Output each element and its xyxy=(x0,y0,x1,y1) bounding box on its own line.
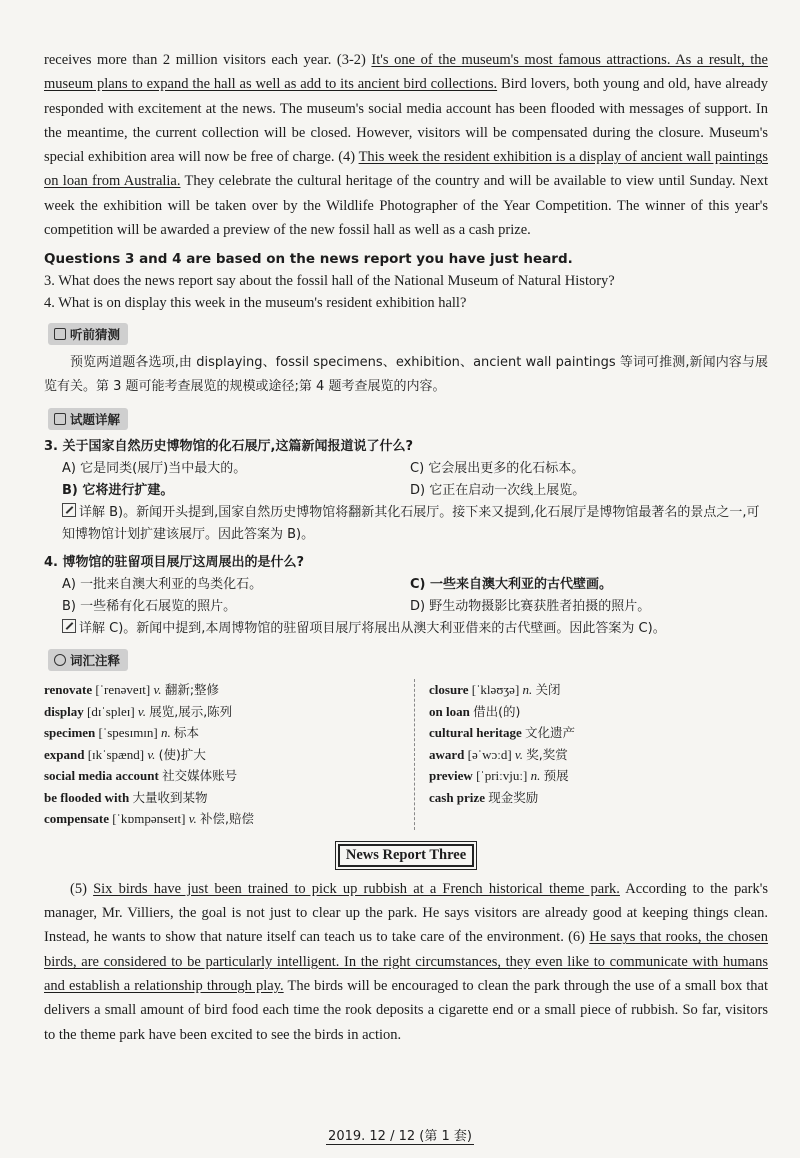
question-title: 4. 博物馆的驻留项目展厅这周展出的是什么? xyxy=(44,555,305,571)
vocab-phonetic: [ˈkɒmpənseɪt] xyxy=(112,811,186,827)
option-b: B) 一些稀有化石展览的照片。 xyxy=(62,599,237,615)
vocab-right-column xyxy=(414,679,768,830)
vocab-word: social media account xyxy=(44,768,159,784)
clock-icon xyxy=(54,654,66,666)
option-d: D) 野生动物摄影比赛获胜者拍摄的照片。 xyxy=(410,599,651,615)
vocab-meaning: 标本 xyxy=(174,725,200,741)
tag-label: 词汇注释 xyxy=(70,653,121,669)
passage-text: The birds will be encouraged to clean the park through the use of a small box that delivers a small amount of bird food each time the rook deposits a cigarette end or a small piece of rubbish. So far, visitors to the theme park have been excited to see the birds in action. xyxy=(44,978,769,1043)
vocab-word: renovate xyxy=(44,682,93,698)
vocab-word: specimen xyxy=(44,725,96,741)
vocab-entry xyxy=(44,679,404,701)
vocab-word: award xyxy=(429,746,465,762)
document-icon xyxy=(54,413,66,425)
vocab-entry xyxy=(44,744,404,766)
vocab-phonetic: [ˈpriːvjuː] xyxy=(476,768,528,784)
explanation xyxy=(44,618,768,640)
vocab-entry xyxy=(429,765,768,787)
vocab-word: cultural heritage xyxy=(429,725,522,741)
vocab-word: preview xyxy=(429,768,473,784)
question-title: 3. 关于国家自然历史博物馆的化石展厅,这篇新闻报道说了什么? xyxy=(44,439,413,455)
vocab-phonetic: [ˈrenəveɪt] xyxy=(95,682,151,698)
question-4: 4. What is on display this week in the museum's resident exhibition hall? xyxy=(44,295,467,312)
vocab-meaning: 翻新;整修 xyxy=(164,682,220,698)
vocab-pos: v. xyxy=(153,682,162,698)
vocab-meaning: 现金奖励 xyxy=(488,789,539,805)
vocab-word: display xyxy=(44,703,84,719)
page-content xyxy=(44,48,768,1047)
vocab-entry xyxy=(44,765,404,787)
explanation-text: 详解 B)。新闻开头提到,国家自然历史博物馆将翻新其化石展厅。接下来又提到,化石展厅是博物馆最著名的景点之一,可知博物馆计划扩建该展厅。因此答案为 B)。 xyxy=(62,505,760,543)
explanation-text: 详解 C)。新闻中提到,本周博物馆的驻留项目展厅将展出从澳大利亚借来的古代壁画。因此答案为 C)。 xyxy=(79,621,666,637)
passage-text: receives more than 2 million visitors each year. (3-2) xyxy=(44,52,372,68)
footer-text: 2019. 12 / 12 (第 1 套) xyxy=(328,1129,472,1144)
vocab-pos: n. xyxy=(522,682,533,698)
vocab-entry xyxy=(44,722,404,744)
vocab-phonetic: [əˈwɔːd] xyxy=(467,746,512,762)
vocab-list xyxy=(44,679,768,830)
report-three-passage xyxy=(44,877,768,1047)
option-d: D) 它正在启动一次线上展览。 xyxy=(410,483,586,499)
vocab-meaning: 关闭 xyxy=(535,682,561,698)
vocab-meaning: 社交媒体账号 xyxy=(162,768,238,784)
vocab-word: compensate xyxy=(44,811,109,827)
underlined-sentence: This week the resident exhibition is a display of ancient wall paintings on loan from Australia. xyxy=(44,149,768,190)
vocab-phonetic: [ɪkˈspænd] xyxy=(87,746,145,762)
vocab-meaning: 大量收到某物 xyxy=(132,789,208,805)
detail-question-3 xyxy=(44,436,768,546)
vocab-phonetic: [ˈkləʊʒə] xyxy=(471,682,520,698)
vocab-pos: v. xyxy=(137,703,146,719)
passage-text: They celebrate the cultural heritage of the country and will be available to view until Sunday. Next week the exhibition will be taken over by the Wildlife Photographer of the Year Competition. The winner of this year's competition will be awarded a preview of the new fossil hall as well as a cash prize. xyxy=(44,173,768,239)
vocab-entry xyxy=(429,744,768,766)
vocab-meaning: (使)扩大 xyxy=(158,746,206,762)
vocab-pos: n. xyxy=(530,768,541,784)
explanation xyxy=(44,502,768,546)
vocab-phonetic: [dɪˈspleɪ] xyxy=(87,703,135,719)
pen-icon xyxy=(62,619,76,633)
question-3: 3. What does the news report say about the fossil hall of the National Museum of Natural History? xyxy=(44,273,615,290)
vocab-entry xyxy=(429,722,768,744)
vocab-word: on loan xyxy=(429,703,470,719)
vocab-entry xyxy=(44,701,404,723)
vocab-word: closure xyxy=(429,682,469,698)
vocab-pos: n. xyxy=(161,725,171,741)
vocab-entry xyxy=(429,701,768,723)
passage-text: Bird lovers, both young and old, have already responded with excitement at the news. The museum's social media account has been flooded with messages of support. In the meantime, the current collection will be closed. However, visitors will be compensated during the closure. Museum's special exhibition area will now be free of charge. (4) xyxy=(44,76,768,166)
option-b: B) 它将进行扩建。 xyxy=(62,483,174,499)
vocab-pos: v. xyxy=(188,811,197,827)
section-tag-vocab xyxy=(48,649,128,671)
vocab-entry xyxy=(44,787,404,809)
tag-label: 听前猜测 xyxy=(70,327,121,343)
option-a: A) 它是同类(展厅)当中最大的。 xyxy=(62,461,247,477)
option-c: C) 它会展出更多的化石标本。 xyxy=(410,461,585,477)
underlined-sentence: He says that rooks, the chosen birds, are considered to be particularly intelligent. In the right circumstances, they even like to communicate with humans and establish a relationship through play. xyxy=(44,929,768,995)
vocab-word: cash prize xyxy=(429,789,485,805)
vocab-meaning: 预展 xyxy=(543,768,569,784)
guess-text: 预览两道题各选项,由 displaying、fossil specimens、exhibition、ancient wall paintings 等词可推测,新闻内容与展览有关。第 3 题可能考查展览的规模或途径;第 4 题考查展览的内容。 xyxy=(44,355,768,395)
passage-text: According to the park's manager, Mr. Villiers, the goal is not just to clear up the park. He says visitors are already good at keeping things clean. Instead, he wants to show that nature itself can teach us to take care of the environment. (6) xyxy=(44,880,768,946)
underlined-sentence: Six birds have just been trained to pick up rubbish at a French historical theme park. xyxy=(93,880,620,897)
section-tag-guess xyxy=(48,323,128,345)
vocab-meaning: 展览,展示,陈列 xyxy=(149,703,233,719)
vocab-meaning: 借出(的) xyxy=(473,703,521,719)
pen-icon xyxy=(62,503,76,517)
headphone-icon xyxy=(54,328,66,340)
vocab-left-column xyxy=(44,679,404,830)
detail-question-4 xyxy=(44,552,768,640)
vocab-entry xyxy=(429,679,768,701)
vocab-phonetic: [ˈspesɪmɪn] xyxy=(98,725,158,741)
vocab-meaning: 文化遗产 xyxy=(525,725,576,741)
report-title: News Report Three xyxy=(338,844,474,867)
option-a: A) 一批来自澳大利亚的鸟类化石。 xyxy=(62,577,263,593)
tag-label: 试题详解 xyxy=(70,412,121,428)
vocab-meaning: 补偿,赔偿 xyxy=(200,811,255,827)
underlined-sentence: It's one of the museum's most famous attractions. As a result, the museum plans to expand the hall as well as add to its ancient bird collections. xyxy=(44,52,768,93)
vocab-pos: v. xyxy=(514,746,523,762)
questions-header: Questions 3 and 4 are based on the news report you have just heard. xyxy=(44,251,573,268)
section-tag-detail xyxy=(48,408,128,430)
news-passage xyxy=(44,48,768,242)
vocab-meaning: 奖,奖赏 xyxy=(526,746,568,762)
vocab-entry xyxy=(429,787,768,809)
option-c: C) 一些来自澳大利亚的古代壁画。 xyxy=(410,577,613,593)
vocab-pos: v. xyxy=(147,746,156,762)
report-title-wrap xyxy=(44,844,768,867)
vocab-word: expand xyxy=(44,746,85,762)
passage-text: (5) xyxy=(70,880,94,897)
vocab-entry xyxy=(44,808,404,830)
page-footer xyxy=(0,1125,800,1144)
vocab-word: be flooded with xyxy=(44,789,130,805)
